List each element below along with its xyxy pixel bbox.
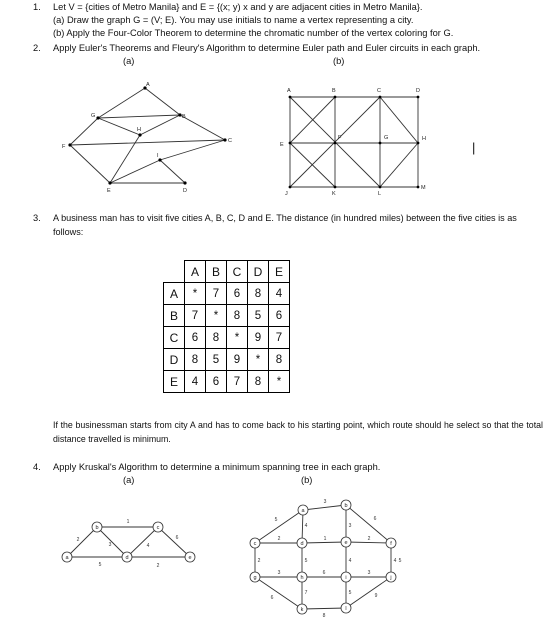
q2-label-a: (a) — [123, 56, 135, 66]
edge-weight-label: 1 — [323, 536, 327, 542]
edge-weight-label: 2 — [367, 536, 371, 542]
vertex-f-label: f — [390, 541, 392, 547]
vertex-g-label: G — [91, 113, 96, 119]
edge-weight-label: 1 — [126, 519, 130, 525]
q3-text: A business man has to visit five cities A, B, C, D and E. The distance (in hundred miles) between the five cities is as follows: — [53, 213, 517, 237]
vertex-k-label: K — [332, 191, 336, 197]
vertex-b-label: B — [332, 88, 336, 94]
edge-weight-label: 5 — [98, 562, 102, 568]
table-cell: 7 — [227, 371, 248, 393]
edge-weight-label: 3 — [323, 499, 327, 505]
edge-weight-label: 5 — [304, 558, 308, 564]
q3-number: 3. — [33, 213, 41, 223]
vertex-j-label: j — [390, 575, 392, 581]
table-cell: 8 — [227, 305, 248, 327]
q4-number: 4. — [33, 462, 41, 472]
column-header: E — [269, 261, 290, 283]
table-cell: * — [185, 283, 206, 305]
vertex-b-label: B — [182, 114, 186, 120]
q1-part-b: (b) Apply the Four-Color Theorem to determine the chromatic number of the vertex coloring for G. — [53, 28, 454, 38]
edge-weight-label: 2 — [277, 536, 281, 542]
q2-number: 2. — [33, 43, 41, 53]
row-header: E — [164, 371, 185, 393]
vertex-d-label: D — [416, 88, 420, 94]
vertex-e-label: E — [280, 142, 284, 148]
vertex-h-label: H — [137, 127, 141, 133]
vertex-l-label: l — [345, 606, 347, 612]
q4-text: Apply Kruskal's Algorithm to determine a minimum spanning tree in each graph. — [53, 462, 381, 472]
row-header: B — [164, 305, 185, 327]
edge-weight-label: 6 — [322, 570, 326, 576]
edge-weight-label: 3 — [348, 523, 352, 529]
edge-weight-label: 5 — [348, 590, 352, 596]
edge-weight-label: 6 — [270, 595, 274, 601]
vertex-c-label: c — [253, 541, 257, 547]
edge-weight-label: 7 — [304, 590, 308, 596]
vertex-l-label: L — [378, 191, 382, 197]
edge-weight-label: 4 — [146, 543, 150, 549]
table-cell: * — [269, 371, 290, 393]
q1-number: 1. — [33, 2, 41, 12]
table-cell: 6 — [269, 305, 290, 327]
edge-weight-label: 3 — [277, 570, 281, 576]
table-cell: * — [206, 305, 227, 327]
table-cell: 9 — [227, 349, 248, 371]
table-cell: 8 — [185, 349, 206, 371]
table-cell: 6 — [227, 283, 248, 305]
edge-weight-label: 5 — [398, 558, 402, 564]
vertex-f-label: F — [62, 144, 66, 150]
vertex-c-label: C — [228, 138, 232, 144]
table-cell: 7 — [269, 327, 290, 349]
q4-label-b: (b) — [301, 475, 313, 485]
edge-weight-label: 4 — [304, 523, 308, 529]
vertex-c-label: c — [156, 525, 160, 531]
table-cell: 8 — [269, 349, 290, 371]
table-cell: 7 — [206, 283, 227, 305]
column-header: B — [206, 261, 227, 283]
vertex-g-label: g — [253, 575, 257, 581]
edge-weight-label: 6 — [175, 535, 179, 541]
edge-weight-label: 2 — [156, 563, 160, 569]
vertex-j-label: J — [285, 191, 288, 197]
text-cursor: | — [472, 140, 476, 155]
edge-weight-label: 2 — [76, 537, 80, 543]
vertex-d-label: d — [125, 555, 129, 561]
edge-weight-label: 4 — [393, 558, 397, 564]
row-header: C — [164, 327, 185, 349]
table-cell: 4 — [269, 283, 290, 305]
vertex-d-label: d — [300, 541, 304, 547]
vertex-e-label: e — [344, 540, 348, 546]
vertex-k-label: k — [300, 607, 304, 613]
vertex-h-label: h — [300, 575, 304, 581]
table-cell: 6 — [206, 371, 227, 393]
edge-weight-label: 9 — [374, 593, 378, 599]
edge-weight-label: 6 — [373, 516, 377, 522]
vertex-g-label: G — [384, 135, 389, 141]
table-cell: * — [227, 327, 248, 349]
row-header: A — [164, 283, 185, 305]
q1-part-a: (a) Draw the graph G = (V; E). You may use initials to name a vertex representing a city. — [53, 15, 414, 25]
edge-weight-label: 2 — [257, 558, 261, 564]
table-cell: 5 — [248, 305, 269, 327]
vertex-a-label: a — [301, 508, 305, 514]
table-cell: 7 — [185, 305, 206, 327]
row-header: D — [164, 349, 185, 371]
edge-weight-label: 3 — [367, 570, 371, 576]
edge-weight-label: 4 — [348, 558, 352, 564]
vertex-h-label: H — [422, 136, 426, 142]
table-cell: * — [248, 349, 269, 371]
q3-question: If the businessman starts from city A and has to come back to his starting point, which route should he select so that the total distance travelled is minimum. — [53, 420, 543, 444]
column-header: D — [248, 261, 269, 283]
table-cell: 8 — [206, 327, 227, 349]
column-header: C — [227, 261, 248, 283]
vertex-b-label: b — [95, 525, 99, 531]
edge-weight-label: 3 — [108, 542, 112, 548]
table-cell: 5 — [206, 349, 227, 371]
vertex-e-label: e — [188, 555, 192, 561]
edge-weight-label: 8 — [322, 613, 326, 619]
vertex-a-label: A — [287, 88, 291, 94]
vertex-f-label: F — [338, 135, 342, 141]
vertex-e-label: E — [107, 188, 111, 194]
vertex-i-label: i — [345, 575, 347, 581]
table-cell: 8 — [248, 371, 269, 393]
table-cell: 8 — [248, 283, 269, 305]
table-cell: 6 — [185, 327, 206, 349]
vertex-a-label: a — [65, 555, 69, 561]
column-header: A — [185, 261, 206, 283]
q4-label-a: (a) — [123, 475, 135, 485]
edge-weight-label: 5 — [274, 517, 278, 523]
table-cell: 4 — [185, 371, 206, 393]
table-cell: 9 — [248, 327, 269, 349]
vertex-i-label: I — [157, 153, 159, 159]
vertex-c-label: C — [377, 88, 381, 94]
vertex-d-label: D — [183, 188, 187, 194]
vertex-b-label: b — [344, 503, 348, 509]
q2-label-b: (b) — [333, 56, 345, 66]
vertex-a-label: A — [146, 82, 150, 88]
q1-text: Let V = {cities of Metro Manila} and E = {(x; y) x and y are adjacent cities in Metro Manila}. — [53, 2, 423, 12]
vertex-m-label: M — [421, 185, 426, 191]
q2-text: Apply Euler's Theorems and Fleury's Algorithm to determine Euler path and Euler circuits in each graph. — [53, 43, 481, 53]
